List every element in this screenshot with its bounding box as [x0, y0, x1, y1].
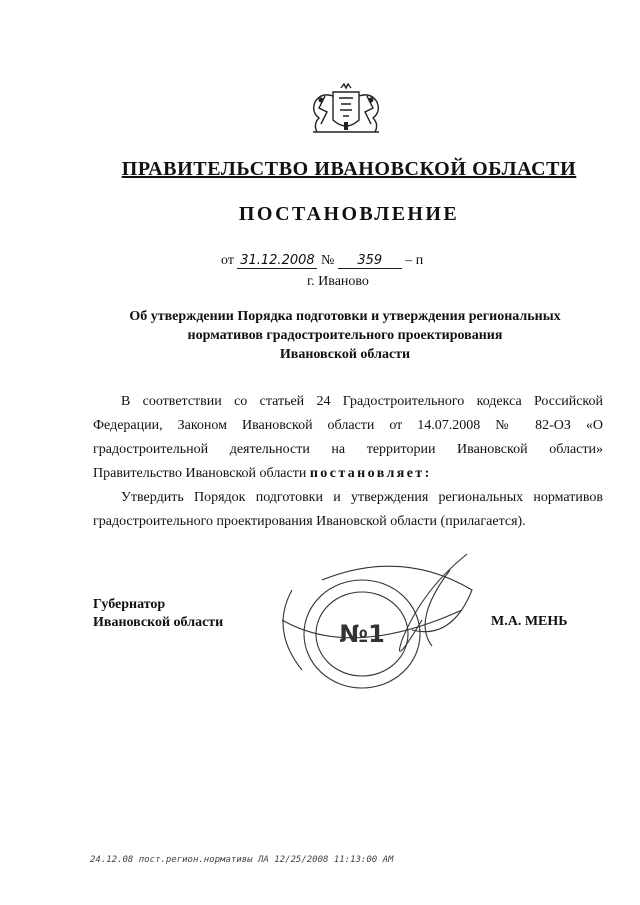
- body-paragraph-1: [93, 390, 603, 486]
- signatory-name: М.А. МЕНЬ: [491, 614, 568, 629]
- paragraph-1-text: В соответствии со статьей 24 Градостроительного кодекса Российской Федерации, Законом Ивановской области от 14.07.2008 № 82-ОЗ «О градостроительной деятельности на территории Ивановской области» Правительство Ивановской области: [93, 394, 603, 481]
- document-number: 359: [338, 253, 402, 269]
- number-prefix: №: [320, 253, 335, 268]
- document-body: [93, 390, 603, 534]
- position-line-1: Губернатор: [93, 597, 166, 612]
- subject-heading: [60, 307, 630, 364]
- city-line: г. Иваново: [307, 274, 369, 289]
- document-date: 31.12.2008: [237, 253, 317, 269]
- organization-title: ПРАВИТЕЛЬСТВО ИВАНОВСКОЙ ОБЛАСТИ: [121, 158, 577, 180]
- decree-word: постановляет:: [309, 466, 432, 481]
- subject-line-3: Ивановской области: [279, 347, 411, 362]
- signatory-position: [93, 596, 223, 632]
- body-paragraph-2: Утвердить Порядок подготовки и утверждения региональных нормативов градостроительного проектирования Ивановской области (прилагается).: [93, 490, 603, 529]
- subject-line-1: Об утверждении Порядка подготовки и утверждения региональных: [129, 309, 561, 324]
- date-number-line: [221, 253, 423, 269]
- date-prefix: от: [221, 253, 234, 268]
- coat-of-arms-emblem: [303, 82, 389, 138]
- official-stamp-seal: [262, 550, 482, 700]
- document-type-title: ПОСТАНОВЛЕНИЕ: [238, 203, 460, 225]
- stamp-number-text: №1: [339, 620, 385, 648]
- position-line-2: Ивановской области: [93, 615, 224, 630]
- number-suffix: – п: [405, 253, 424, 268]
- subject-line-2: нормативов градостроительного проектирования: [187, 328, 503, 343]
- footer-file-info: 24.12.08 пост.регион.нормативы ЛА 12/25/2008 11:13:00 AM: [90, 855, 394, 865]
